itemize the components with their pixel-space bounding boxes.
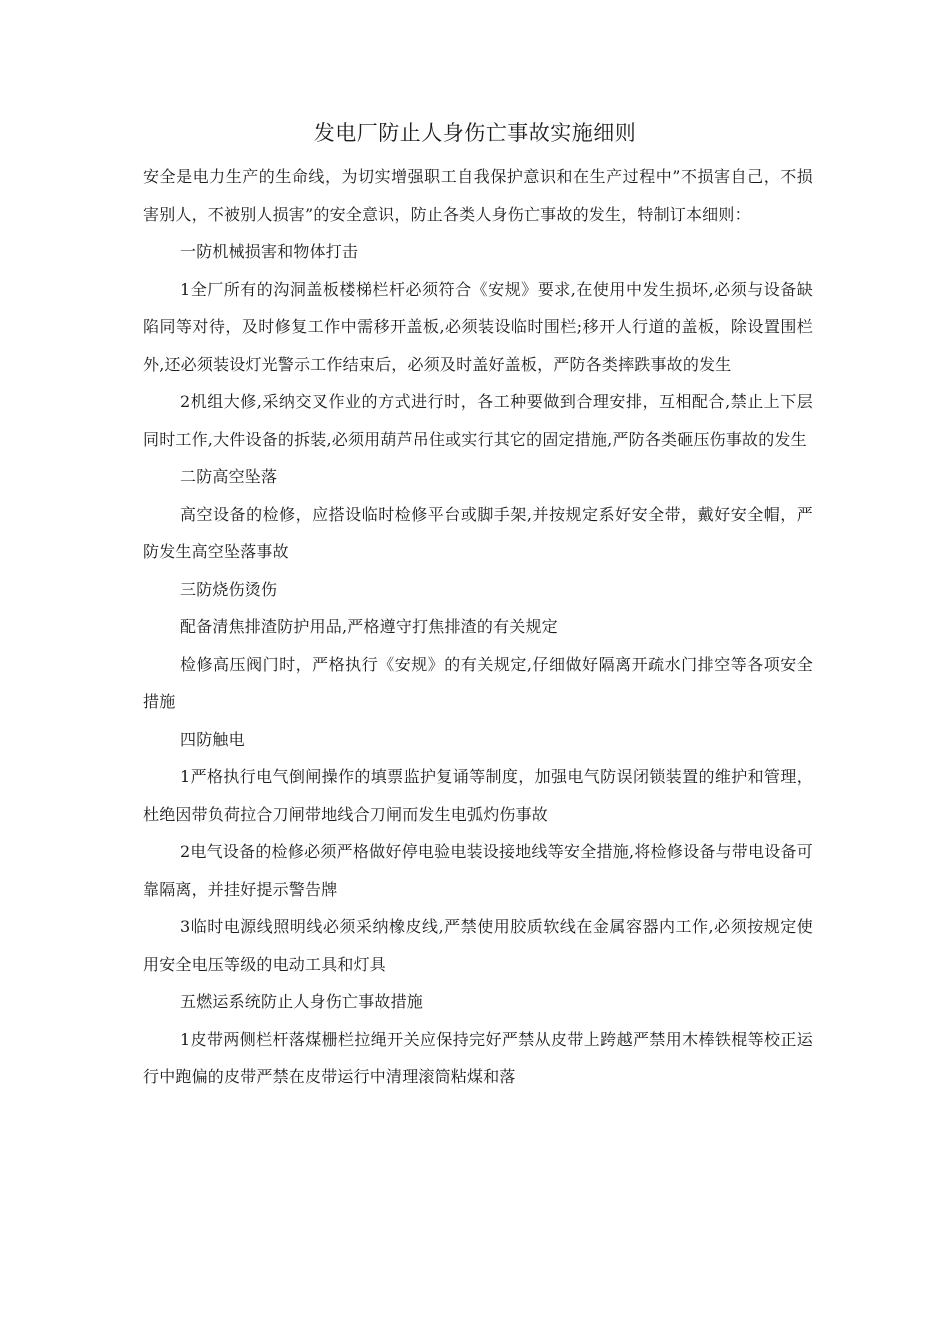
section-heading-mechanical: 一防机械损害和物体打击 <box>180 242 359 261</box>
paragraph-electric-1: 1严格执行电气倒闸操作的填票监护复诵等制度，加强电气防误闭锁装置的维护和管理，杜绝因带负荷拉合刀闸带地线合刀闸而发生电弧灼伤事故 <box>143 767 813 824</box>
document-body <box>143 158 813 1096</box>
section-heading-fall: 二防高空坠落 <box>180 467 278 486</box>
paragraph-electric-3: 3临时电源线照明线必须采纳橡皮线,严禁使用胶质软线在金属容器内工作,必须按规定使用安全电压等级的电动工具和灯具 <box>143 917 813 974</box>
paragraph-fall: 高空设备的检修，应搭设临时检修平台或脚手架,并按规定系好安全带，戴好安全帽，严防发生高空坠落事故 <box>143 504 813 561</box>
paragraph-mechanical-1: 1全厂所有的沟洞盖板楼梯栏杆必须符合《安规》要求,在使用中发生损坏,必须与设备缺陷同等对待，及时修复工作中需移开盖板,必须装设临时围栏;移开人行道的盖板，除设置围栏外,还必须装设灯光警示工作结束后，必须及时盖好盖板，严防各类摔跌事故的发生 <box>143 279 813 374</box>
intro-paragraph: 安全是电力生产的生命线，为切实增强职工自我保护意识和在生产过程中”不损害自己，不损害别人，不被别人损害”的安全意识，防止各类人身伤亡事故的发生，特制订本细则： <box>143 167 813 224</box>
paragraph-mechanical-2: 2机组大修,采纳交叉作业的方式进行时，各工种要做到合理安排，互相配合,禁止上下层同时工作,大件设备的拆装,必须用葫芦吊住或实行其它的固定措施,严防各类砸压伤事故的发生 <box>143 392 813 449</box>
paragraph-burn-1: 配备清焦排渣防护用品,严格遵守打焦排渣的有关规定 <box>180 617 558 636</box>
paragraph-electric-2: 2电气设备的检修必须严格做好停电验电装设接地线等安全措施,将检修设备与带电设备可靠隔离，并挂好提示警告牌 <box>143 842 813 899</box>
paragraph-burn-2: 检修高压阀门时，严格执行《安规》的有关规定,仔细做好隔离开疏水门排空等各项安全措施 <box>143 654 813 711</box>
section-heading-burn: 三防烧伤烫伤 <box>180 579 278 599</box>
section-heading-fuel: 五燃运系统防止人身伤亡事故措施 <box>180 992 424 1011</box>
document-title: 发电厂防止人身伤亡事故实施细则 <box>313 121 637 145</box>
section-heading-electric: 四防触电 <box>180 729 245 749</box>
paragraph-fuel-1: 1皮带两侧栏杆落煤栅栏拉绳开关应保持完好严禁从皮带上跨越严禁用木棒铁棍等校正运行中跑偏的皮带严禁在皮带运行中清理滚筒粘煤和落 <box>143 1029 813 1086</box>
